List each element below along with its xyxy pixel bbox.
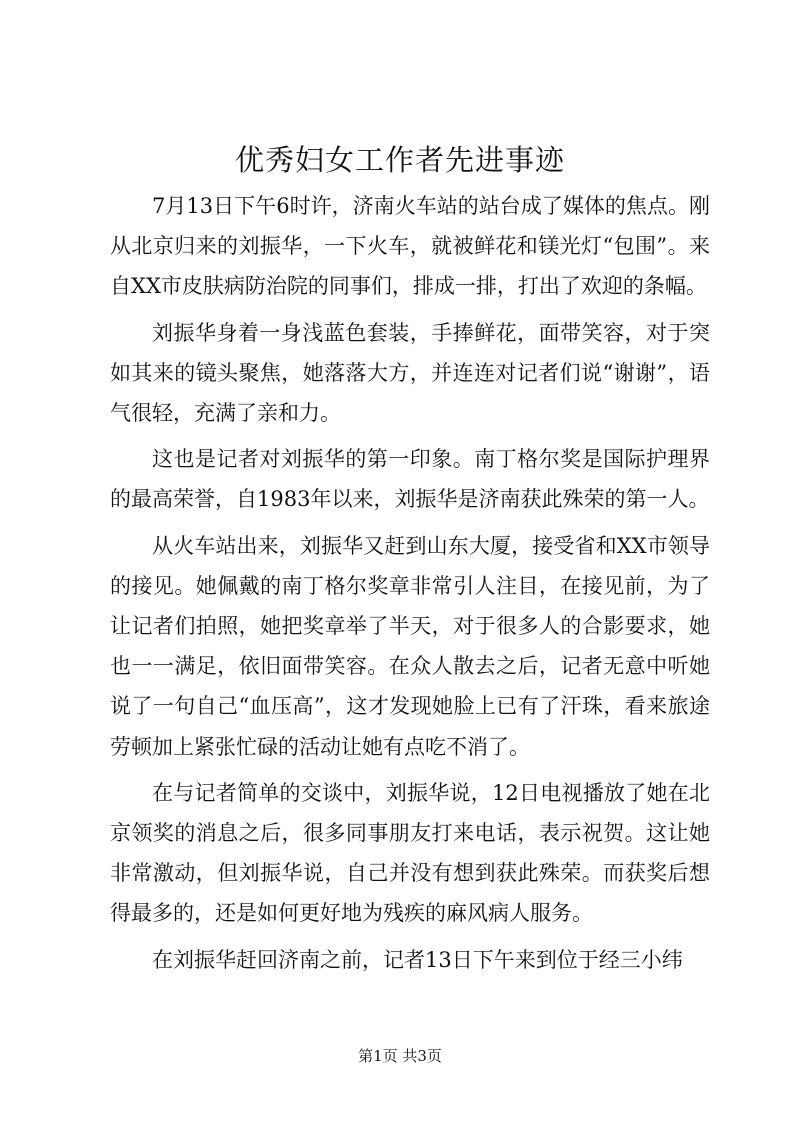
paragraph-5: 在与记者简单的交谈中，刘振华说，12日电视播放了她在北京领奖的消息之后，很多同事朋友打来电话，表示祝贺。这让她非常激动，但刘振华说，自己并没有想到获此殊荣。而获奖后想得最多的，还是如何更好地为残疾的麻风病人服务。 [110, 780, 710, 926]
paragraph-3: 这也是记者对刘振华的第一印象。南丁格尔奖是国际护理界的最高荣誉，自1983年以来，刘振华是济南获此殊荣的第一人。 [110, 447, 710, 512]
paragraph-2: 刘振华身着一身浅蓝色套装，手捧鲜花，面带笑容，对于突如其来的镜头聚焦，她落落大方，并连连对记者们说“谢谢”，语气很轻，充满了亲和力。 [110, 320, 710, 426]
paragraph-4: 从火车站出来，刘振华又赶到山东大厦，接受省和XX市领导的接见。她佩戴的南丁格尔奖章非常引人注目，在接见前，为了让记者们拍照，她把奖章举了半天，对于很多人的合影要求，她也一一满足，依旧面带笑容。在众人散去之后，记者无意中听她说了一句自己“血压高”，这才发现她脸上已有了汗珠，看来旅途劳顿加上紧张忙碌的活动让她有点吃不消了。 [110, 533, 710, 759]
document-body [110, 186, 710, 986]
document-title: 优秀妇女工作者先进事迹 [234, 143, 565, 177]
paragraph-1: 7月13日下午6时许，济南火车站的站台成了媒体的焦点。刚从北京归来的刘振华，一下火车，就被鲜花和镁光灯“包围”。来自XX市皮肤病防治院的同事们，排成一排，打出了欢迎的条幅。 [110, 194, 710, 299]
paragraph-6: 在刘振华赶回济南之前，记者13日下午来到位于经三小纬 [152, 947, 683, 972]
page-number-footer: 第1页 共3页 [358, 1047, 442, 1065]
